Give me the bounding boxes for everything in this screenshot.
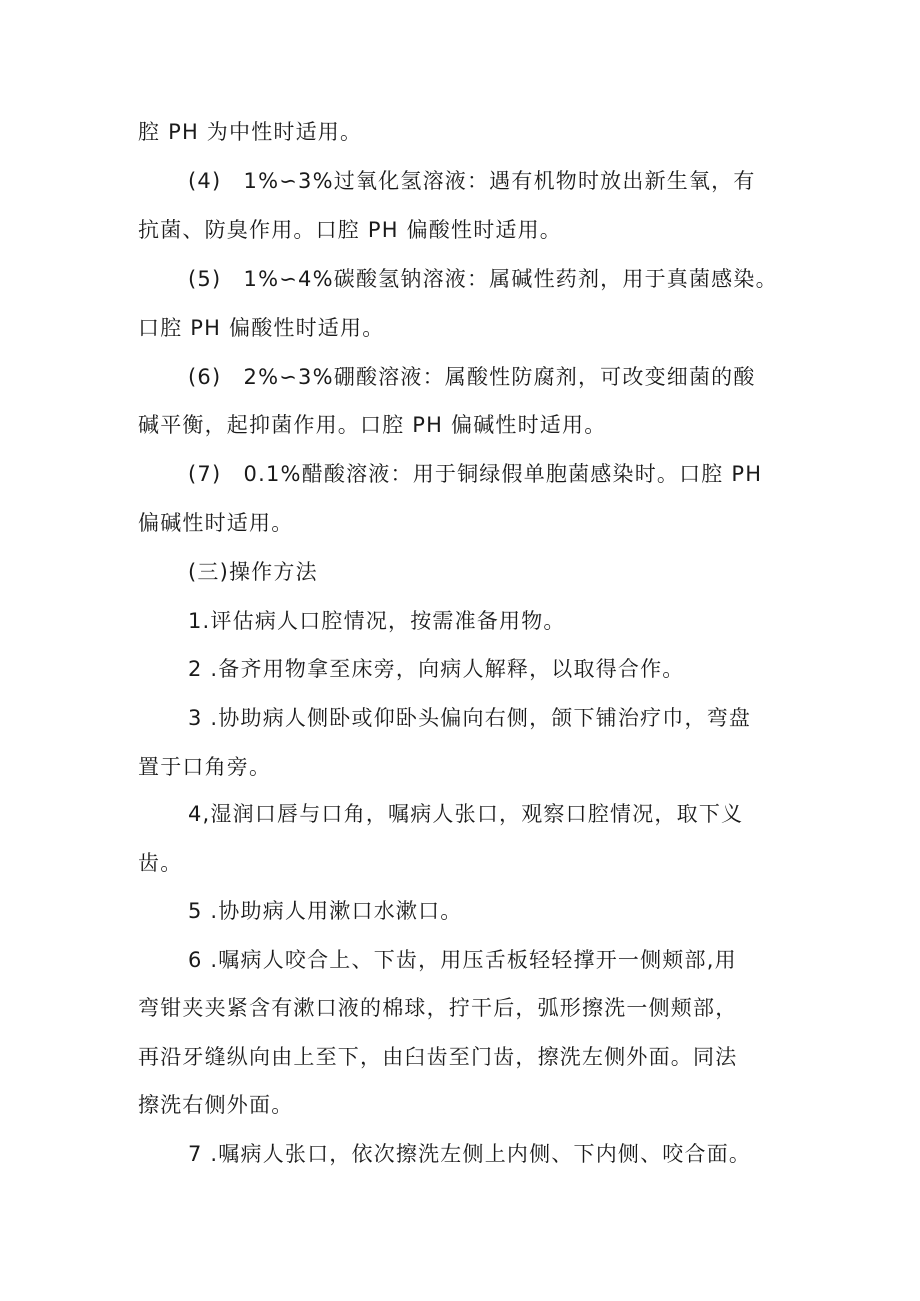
text-line: 擦洗右侧外面。 — [138, 1093, 294, 1117]
step-3: 3 .协助病人侧卧或仰卧头偏向右侧，颌下铺治疗巾，弯盘 — [188, 706, 752, 730]
text-line: 弯钳夹夹紧含有漱口液的棉球，拧干后，弧形擦洗一侧颊部， — [138, 996, 738, 1020]
step-4: 4,湿润口唇与口角，嘱病人张口，观察口腔情况，取下义 — [188, 802, 744, 826]
step-7: 7 .嘱病人张口，依次擦洗左侧上内侧、下内侧、咬合面。 — [188, 1142, 752, 1166]
list-item-7: (7) 0.1%醋酸溶液：用于铜绿假单胞菌感染时。口腔 PH — [188, 462, 763, 486]
text-line: 抗菌、防臭作用。口腔 PH 偏酸性时适用。 — [138, 218, 563, 242]
step-5: 5 .协助病人用漱口水漱口。 — [188, 899, 463, 923]
list-item-5: (5) 1%∽4%碳酸氢钠溶液：属碱性药剂，用于真菌感染。 — [188, 267, 778, 291]
list-item-4: (4) 1%∽3%过氧化氢溶液：遇有机物时放出新生氧，有 — [188, 169, 756, 193]
text-line: 口腔 PH 偏酸性时适用。 — [138, 316, 385, 340]
text-line: 碱平衡，起抑菌作用。口腔 PH 偏碱性时适用。 — [138, 413, 607, 437]
step-6: 6 .嘱病人咬合上、下齿，用压舌板轻轻撑开一侧颊部,用 — [188, 948, 737, 972]
step-2: 2 .备齐用物拿至床旁，向病人解释，以取得合作。 — [188, 657, 685, 681]
text-line: 偏碱性时适用。 — [138, 511, 294, 535]
step-1: 1.评估病人口腔情况，按需准备用物。 — [188, 609, 566, 633]
list-item-6: (6) 2%∽3%硼酸溶液：属酸性防腐剂，可改变细菌的酸 — [188, 365, 756, 389]
text-line: 齿。 — [138, 851, 183, 875]
text-line: 再沿牙缝纵向由上至下，由臼齿至门齿，擦洗左侧外面。同法 — [138, 1045, 738, 1069]
section-heading: (三)操作方法 — [188, 560, 318, 584]
text-line: 腔 PH 为中性时适用。 — [138, 120, 363, 144]
text-line: 置于口角旁。 — [138, 755, 272, 779]
